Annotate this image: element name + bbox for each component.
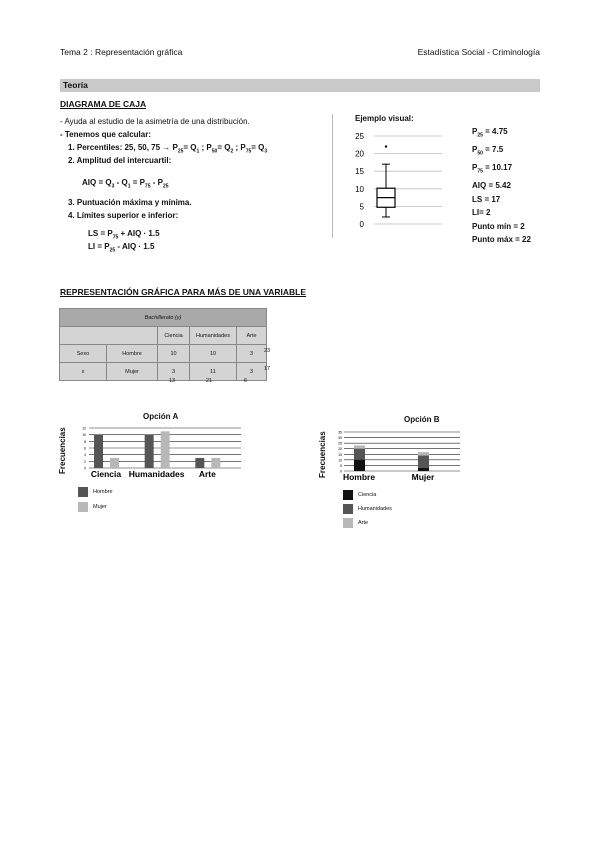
row-name-mujer: Mujer: [107, 363, 158, 381]
chart-b-bar-segment: [418, 468, 429, 471]
chart-b-tick-label: 35: [338, 430, 342, 435]
chart-b-tick-label: 20: [338, 447, 342, 452]
boxplot-tick-label: 0: [359, 220, 364, 229]
section-bar: [60, 79, 540, 92]
col-total-humanidades: 21: [206, 378, 213, 384]
col-total-ciencia: 13: [169, 378, 176, 384]
chart-b-tick-label: 10: [338, 458, 342, 463]
chart-a-bar: [94, 435, 103, 468]
formula-li: LI = $P_{25}$ - AIQ · 1.5: [88, 242, 155, 254]
chart-a-tick-label: 4: [84, 453, 86, 458]
chart-a-bar: [145, 435, 154, 468]
chart-a-ylabel: Frecuencias: [58, 427, 67, 474]
legend-b-swatch-arte: [343, 518, 353, 528]
chart-b-bar-segment: [418, 455, 429, 467]
col-total-arte: 6: [244, 378, 248, 384]
stat-li: LI= 2: [472, 208, 491, 218]
header-left: Tema 2 : Representación gráfica: [60, 47, 183, 57]
example-title: Ejemplo visual:: [355, 114, 414, 123]
table-caption: Bachillerato (y): [60, 309, 267, 327]
boxplot-chart: [350, 128, 450, 230]
legend-a-swatch-hombre: [78, 487, 88, 497]
chart-b-bar-segment: [418, 452, 429, 455]
chart-a-bar: [211, 458, 220, 468]
formula-ls: LS = $P_{75}$ + AIQ · 1.5: [88, 229, 160, 241]
divider: [332, 114, 333, 238]
legend-a-mujer: Mujer: [93, 504, 107, 510]
boxplot-tick-label: 15: [355, 167, 364, 177]
chart-b-ylabel: Frecuencias: [318, 431, 327, 478]
box-line2: - Tenemos que calcular:: [60, 130, 151, 139]
boxplot-tick-label: 20: [355, 149, 364, 159]
cell-mujer-humanidades: 11: [190, 363, 237, 381]
cell-hombre-humanidades: 10: [190, 345, 237, 363]
cell-mujer-arte: 3: [237, 363, 267, 381]
chart-b: [334, 428, 464, 484]
chart-a-tick-label: 6: [84, 446, 86, 451]
row-label-x: x: [60, 363, 107, 381]
chart-b-tick-label: 25: [338, 441, 342, 446]
chart-a-category-label: Humanidades: [128, 469, 185, 479]
section-bar-label: Teoría: [63, 80, 88, 90]
legend-a-swatch-mujer: [78, 502, 88, 512]
legend-b-swatch-ciencia: [343, 490, 353, 500]
box-item4: 4. Límites superior e inferior:: [68, 211, 179, 220]
box-item2: 2. Amplitud del intercuartil:: [68, 156, 172, 165]
row-total-mujer: 17: [264, 366, 271, 372]
chart-a-tick-label: 12: [82, 426, 86, 431]
table-corner: [60, 327, 158, 345]
multi-section-title: REPRESENTACIÓN GRÁFICA PARA MÁS DE UNA VARIABLE: [60, 287, 307, 297]
chart-b-tick-label: 5: [340, 463, 342, 468]
row-name-hombre: Hombre: [107, 345, 158, 363]
chart-b-tick-label: 0: [340, 469, 342, 474]
chart-b-tick-label: 30: [338, 436, 342, 441]
formula-aiq: AIQ = $Q_3 - Q_1 = P_{75} - P_{25}$: [82, 178, 169, 190]
example-stats: [472, 125, 531, 247]
box-line1: - Ayuda al estudio de la asimetría de una distribución.: [60, 117, 250, 126]
cell-hombre-ciencia: 10: [158, 345, 190, 363]
chart-a-category-label: Ciencia: [90, 469, 122, 479]
chart-a-tick-label: 10: [82, 433, 86, 438]
stat-min: Punto mín = 2: [472, 221, 525, 231]
stat-p25: $P_{25} = 4.75$: [472, 127, 508, 139]
chart-b-category-label: Hombre: [342, 472, 376, 482]
boxplot-tick-label: 10: [355, 184, 364, 194]
legend-b-arte: Arte: [358, 520, 369, 526]
legend-a-hombre: Hombre: [93, 489, 113, 495]
col-header-ciencia: Ciencia: [158, 327, 190, 345]
boxplot-tick-label: 25: [355, 132, 364, 141]
chart-a: [75, 424, 245, 480]
chart-a-bar: [110, 458, 119, 468]
chart-b-bar-segment: [354, 460, 365, 471]
chart-b-tick-label: 15: [338, 452, 342, 457]
chart-b-title: Opción B: [404, 415, 440, 424]
chart-a-bar: [161, 431, 170, 468]
box-item1: 1. Percentiles: 25, 50, $75 \to P_{25}= Q_1$ ; $P_{50}= Q_2$ ; $P_{75}= Q_3$: [68, 143, 268, 155]
stat-p75: $P_{75} = 10.17$: [472, 163, 513, 175]
row-label-sexo: Sexo: [60, 345, 107, 363]
col-header-arte: Arte: [237, 327, 267, 345]
legend-b-humanidades: Humanidades: [358, 506, 392, 512]
header-right: Estadística Social - Criminología: [417, 47, 540, 57]
chart-a-title: Opción A: [143, 412, 179, 421]
chart-b-bar-segment: [354, 445, 365, 448]
stat-max: Punto máx = 22: [472, 235, 531, 245]
col-header-humanidades: Humanidades: [190, 327, 237, 345]
stat-aiq: AIQ = 5.42: [472, 181, 511, 191]
boxplot-tick-label: 5: [359, 202, 364, 212]
chart-b-bar-segment: [354, 449, 365, 460]
chart-a-bar: [195, 458, 204, 468]
chart-b-category-label: Mujer: [411, 472, 435, 482]
boxplot-outlier: [385, 145, 387, 147]
box-item3: 3. Puntuación máxima y mínima.: [68, 198, 192, 207]
chart-a-tick-label: 2: [84, 459, 86, 464]
chart-a-category-label: Arte: [198, 469, 216, 479]
box-section-title: DIAGRAMA DE CAJA: [60, 99, 147, 109]
chart-a-tick-label: 8: [84, 439, 86, 444]
legend-b-swatch-humanidades: [343, 504, 353, 514]
cell-mujer-ciencia: 3: [158, 363, 190, 381]
cell-hombre-arte: 3: [237, 345, 267, 363]
row-total-hombre: 23: [264, 348, 271, 354]
stat-ls: LS = 17: [472, 194, 501, 204]
frequency-table: [59, 308, 267, 381]
chart-a-tick-label: 0: [84, 466, 86, 471]
legend-b-ciencia: Ciencia: [358, 492, 377, 498]
stat-p50: $P_{50} = 7.5$: [472, 145, 504, 157]
